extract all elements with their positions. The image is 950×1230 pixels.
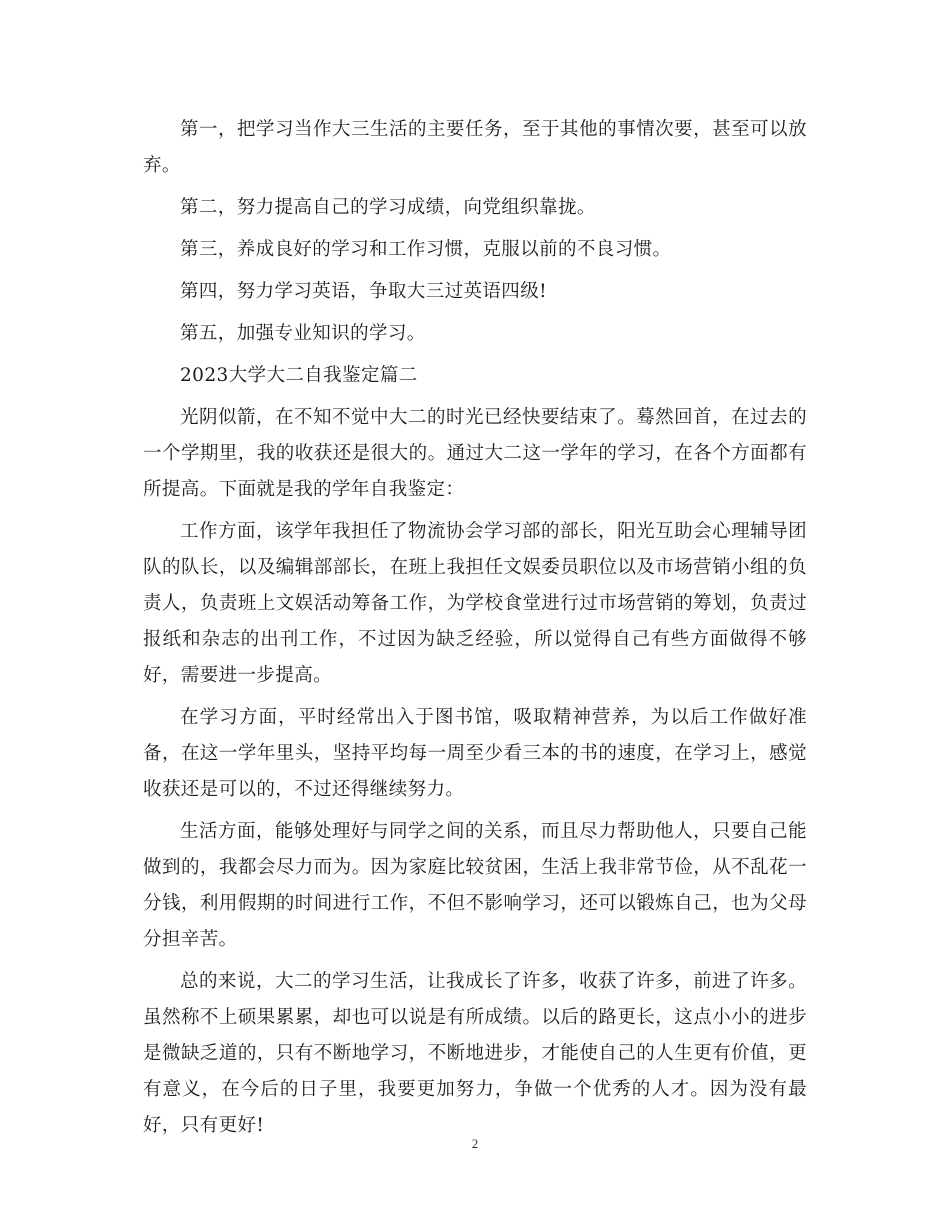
paragraph-3: 第三，养成良好的学习和工作习惯，克服以前的不良习惯。 <box>180 239 672 260</box>
paragraph-2: 第二，努力提高自己的学习成绩，向党组织靠拢。 <box>180 197 596 218</box>
document-body <box>143 112 807 1150</box>
paragraph-study: 在学习方面，平时经常出入于图书馆，吸取精神营养，为以后工作做好准备，在这一学年里头，坚持平均每一周至少看三本的书的速度，在学习上，感觉收获还是可以的，不过还得继续努力。 <box>143 707 807 800</box>
paragraph-1: 第一，把学习当作大三生活的主要任务，至于其他的事情次要，甚至可以放弃。 <box>143 119 807 176</box>
section-heading: 2023大学大二自我鉴定篇二 <box>180 365 418 386</box>
paragraph-intro: 光阴似箭，在不知不觉中大二的时光已经快要结束了。蓦然回首，在过去的一个学期里，我的收获还是很大的。通过大二这一学年的学习，在各个方面都有所提高。下面就是我的学年自我鉴定： <box>143 407 807 500</box>
paragraph-work: 工作方面，该学年我担任了物流协会学习部的部长，阳光互助会心理辅导团队的队长，以及编辑部部长，在班上我担任文娱委员职位以及市场营销小组的负责人，负责班上文娱活动筹备工作，为学校食堂进行过市场营销的筹划，负责过报纸和杂志的出刊工作，不过因为缺乏经验，所以觉得自己有些方面做得不够好，需要进一步提高。 <box>143 521 807 686</box>
paragraph-4: 第四，努力学习英语，争取大三过英语四级! <box>180 281 547 302</box>
paragraph-5: 第五，加强专业知识的学习。 <box>180 323 426 344</box>
paragraph-life: 生活方面，能够处理好与同学之间的关系，而且尽力帮助他人，只要自己能做到的，我都会尽力而为。因为家庭比较贫困，生活上我非常节俭，从不乱花一分钱，利用假期的时间进行工作，不但不影响学习，还可以锻炼自己，也为父母分担辛苦。 <box>143 821 807 950</box>
paragraph-summary: 总的来说，大二的学习生活，让我成长了许多，收获了许多，前进了许多。虽然称不上硕果累累，却也可以说是有所成绩。以后的路更长，这点小小的进步是微缺乏道的，只有不断地学习，不断地进步，才能使自己的人生更有价值，更有意义，在今后的日子里，我要更加努力，争做一个优秀的人才。因为没有最好，只有更好! <box>143 971 807 1136</box>
page-number: 2 <box>471 1136 479 1151</box>
